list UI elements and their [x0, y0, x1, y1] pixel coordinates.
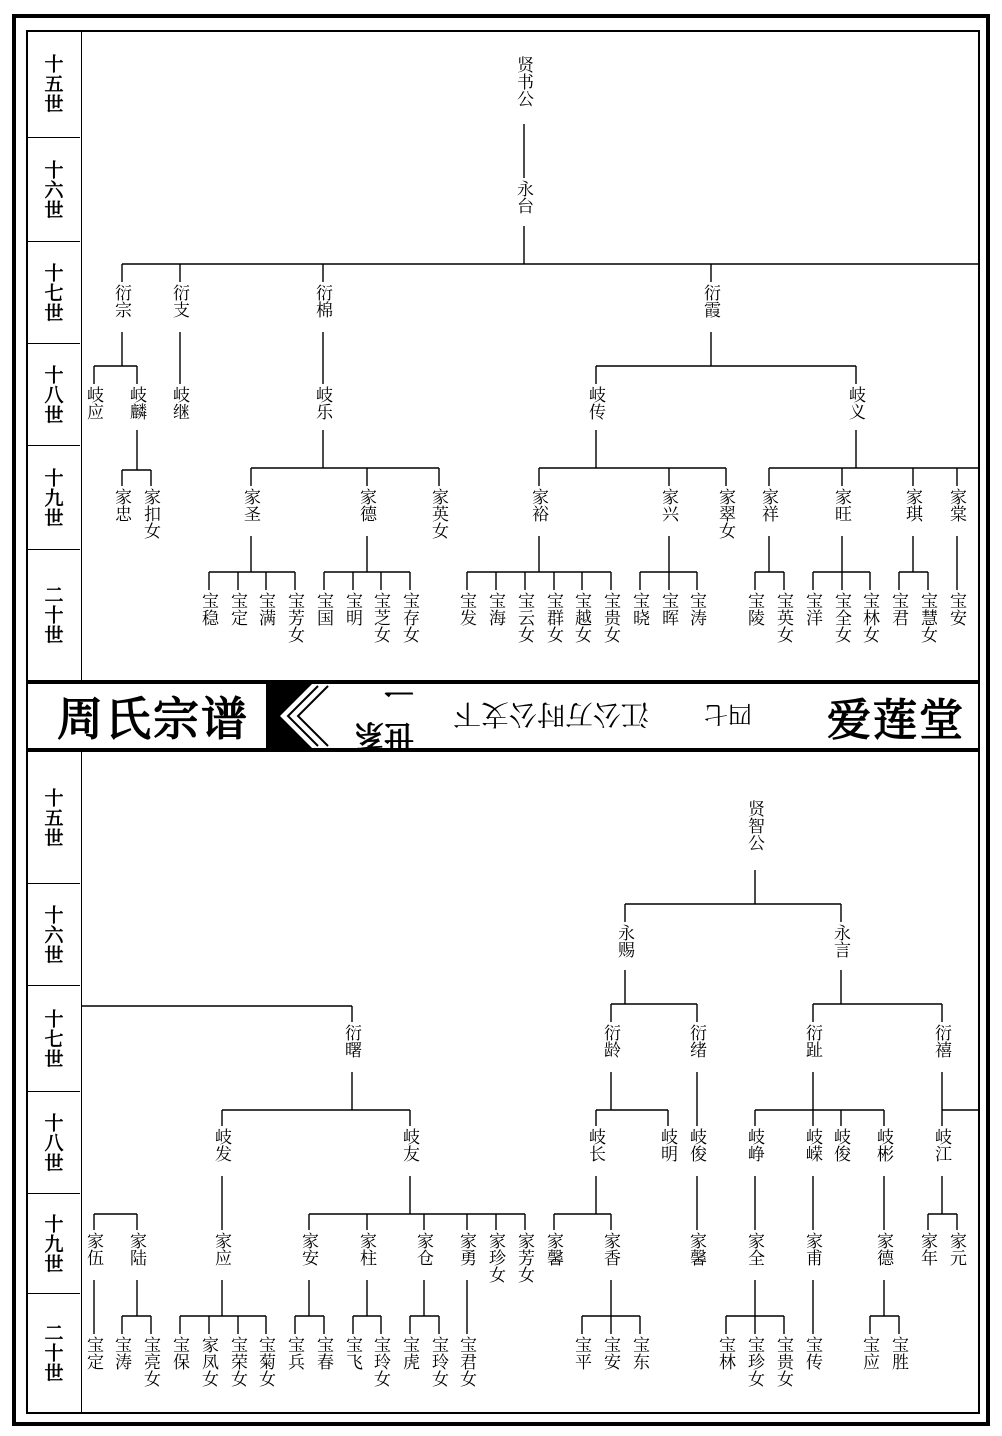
person-node: 宝稳: [198, 592, 218, 626]
person-node: 家圣: [240, 488, 260, 522]
person-node: 岐峥: [744, 1128, 764, 1162]
person-node: 岐发: [211, 1128, 231, 1162]
person-node: 宝云女: [514, 592, 534, 643]
person-node: 宝陵: [744, 592, 764, 626]
person-node: 宝涛: [686, 592, 706, 626]
person-node: 家勇: [456, 1232, 476, 1266]
person-node: 宝芝女: [370, 592, 390, 643]
generation-label: 二十世: [41, 585, 64, 645]
person-node: 永赐: [614, 924, 634, 958]
person-node: 宝海: [485, 592, 505, 626]
person-node: 家祥: [758, 488, 778, 522]
person-node: 衍宗: [111, 284, 131, 318]
person-node: 家忠: [111, 488, 131, 522]
generation-label: 十七世: [26, 242, 80, 344]
person-node: 宝春: [313, 1336, 333, 1370]
generation-label: 十八世: [26, 344, 80, 446]
person-node: 岐麟: [126, 386, 146, 420]
person-node: 岐江: [931, 1128, 951, 1162]
person-node: 宝存女: [399, 592, 419, 643]
person-node: 家英女: [428, 488, 448, 539]
branch-title: 江公万时公支下: [452, 698, 649, 731]
person-node: 宝飞: [342, 1336, 362, 1370]
person-node: 岐继: [169, 386, 189, 420]
person-node: 岐应: [83, 386, 103, 420]
person-node: 宝安: [600, 1336, 620, 1370]
generation-label: 十五世: [26, 752, 80, 884]
person-node: 衍趾: [802, 1024, 822, 1058]
person-node: 宝全女: [831, 592, 851, 643]
person-node: 宝定: [83, 1336, 103, 1370]
generation-label: 十八世: [26, 1092, 80, 1194]
person-node: 宝荣女: [227, 1336, 247, 1387]
person-node: 家年: [917, 1232, 937, 1266]
person-node: 家兴: [658, 488, 678, 522]
person-node: 岐俊: [686, 1128, 706, 1162]
person-node: 宝越女: [571, 592, 591, 643]
generation-label: 十七世: [26, 986, 80, 1092]
person-node: 家应: [211, 1232, 231, 1266]
person-node: 宝涛: [111, 1336, 131, 1370]
person-node: 家馨: [543, 1232, 563, 1266]
page-number: 四七: [704, 699, 752, 728]
generation-label: 十五世: [26, 30, 80, 138]
person-node: 家元: [946, 1232, 966, 1266]
person-node: 永台: [513, 180, 533, 214]
person-node: 衍霞: [700, 284, 720, 318]
person-node: 宝明: [342, 592, 362, 626]
person-node: 岐传: [585, 386, 605, 420]
person-node: 宝贵女: [773, 1336, 793, 1387]
person-node: 衍禧: [931, 1024, 951, 1058]
person-node: 岐嵘: [802, 1128, 822, 1162]
generation-label: 十九世: [26, 446, 80, 550]
person-node: 家伍: [83, 1232, 103, 1266]
person-node: 宝亮女: [140, 1336, 160, 1387]
person-node: 宝菊女: [255, 1336, 275, 1387]
person-node: 家德: [356, 488, 376, 522]
person-node: 家琪: [902, 488, 922, 522]
person-node: 宝玲女: [370, 1336, 390, 1387]
person-node: 永言: [830, 924, 850, 958]
person-node: 衍龄: [600, 1024, 620, 1058]
person-node: 家裕: [528, 488, 548, 522]
person-node: 贤智公: [744, 800, 764, 851]
person-node: 岐俊: [830, 1128, 850, 1162]
person-node: 宝满: [255, 592, 275, 626]
person-node: 贤书公: [513, 56, 533, 107]
person-node: 宝虎: [399, 1336, 419, 1370]
person-node: 家柱: [356, 1232, 376, 1266]
person-node: 宝芳女: [284, 592, 304, 643]
person-node: 宝英女: [773, 592, 793, 643]
person-node: 衍支: [169, 284, 189, 318]
person-node: 宝安: [946, 592, 966, 626]
person-node: 宝胜: [888, 1336, 908, 1370]
person-node: 家安: [298, 1232, 318, 1266]
person-node: 宝兵: [284, 1336, 304, 1370]
person-node: 家扣女: [140, 488, 160, 539]
person-node: 家珍女: [485, 1232, 505, 1283]
person-node: 宝群女: [543, 592, 563, 643]
person-node: 宝应: [859, 1336, 879, 1370]
person-node: 家甫: [802, 1232, 822, 1266]
person-node: 宝珍女: [744, 1336, 764, 1387]
person-node: 家香: [600, 1232, 620, 1266]
person-node: 岐明: [657, 1128, 677, 1162]
person-node: 宝君: [888, 592, 908, 626]
person-node: 岐义: [845, 386, 865, 420]
person-node: 岐乐: [312, 386, 332, 420]
person-node: 宝东: [629, 1336, 649, 1370]
generation-label: 十九世: [26, 1194, 80, 1294]
person-node: 家芳女: [514, 1232, 534, 1283]
person-node: 岐彬: [873, 1128, 893, 1162]
person-node: 宝发: [456, 592, 476, 626]
person-node: 宝晖: [658, 592, 678, 626]
person-node: 家翠女: [715, 488, 735, 539]
person-node: 宝定: [227, 592, 247, 626]
person-node: 家德: [873, 1232, 893, 1266]
generation-label: 十六世: [26, 138, 80, 242]
hall-name: 爱莲堂: [827, 695, 965, 746]
person-node: 衍曙: [341, 1024, 361, 1058]
person-node: 家凤女: [198, 1336, 218, 1387]
person-node: 宝国: [313, 592, 333, 626]
person-node: 岐友: [399, 1128, 419, 1162]
person-node: 家棠: [946, 488, 966, 522]
person-node: 衍绪: [686, 1024, 706, 1058]
person-node: 宝平: [571, 1336, 591, 1370]
person-node: 家仓: [413, 1232, 433, 1266]
person-node: 宝林: [715, 1336, 735, 1370]
section-title: 世系一: [354, 673, 414, 752]
person-node: 岐长: [585, 1128, 605, 1162]
person-node: 衍棉: [312, 284, 332, 318]
person-node: 宝君女: [456, 1336, 476, 1387]
person-node: 家旺: [831, 488, 851, 522]
person-node: 宝贵女: [600, 592, 620, 643]
generation-label: 二十世: [41, 1323, 64, 1383]
person-node: 宝慧女: [917, 592, 937, 643]
person-node: 家馨: [686, 1232, 706, 1266]
person-node: 家全: [744, 1232, 764, 1266]
person-node: 宝洋: [802, 592, 822, 626]
person-node: 宝晓: [629, 592, 649, 626]
book-title: 周氏宗谱: [57, 692, 249, 746]
person-node: 宝保: [169, 1336, 189, 1370]
person-node: 家陆: [126, 1232, 146, 1266]
person-node: 宝玲女: [428, 1336, 448, 1387]
person-node: 宝传: [802, 1336, 822, 1370]
generation-label: 十六世: [26, 884, 80, 986]
person-node: 宝林女: [859, 592, 879, 643]
